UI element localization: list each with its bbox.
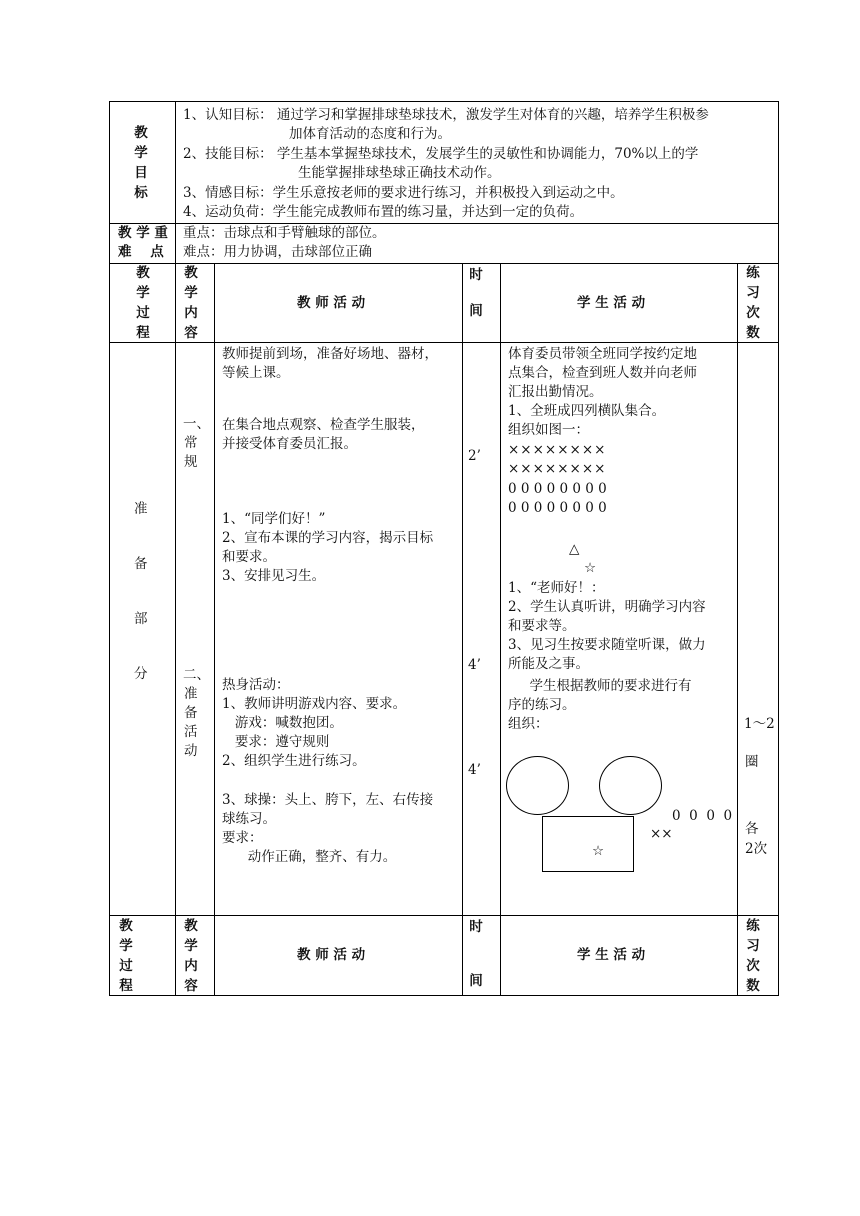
- keypoints-focus: 重点：击球点和手臂触球的部位。: [183, 225, 386, 241]
- header-content-char: 容: [184, 978, 198, 994]
- rectangle-area: [542, 816, 634, 872]
- objective-skill: 2、技能目标： 学生基本掌握垫球技术，发展学生的灵敏性和协调能力，70%以上的学: [183, 146, 699, 162]
- header-student-activity: 学 生 活 动: [577, 947, 646, 963]
- teacher-line: 1、“同学们好！”: [222, 511, 326, 527]
- header-content-char: 教: [184, 265, 198, 281]
- objective-skill-cont: 生能掌握排球垫球正确技术动作。: [298, 165, 501, 181]
- teacher-line: 要求：遵守规则: [222, 734, 330, 750]
- student-line: 所能及之事。: [508, 656, 589, 672]
- warmup-label-part: 动: [184, 743, 198, 759]
- teacher-line: 3、球操：头上、胯下，左、右传接: [222, 792, 434, 808]
- count-unit: 圈: [745, 754, 759, 770]
- warmup-label-part: 二、: [183, 667, 210, 683]
- teacher-line: 热身活动：: [222, 677, 290, 693]
- header-student-activity: 学 生 活 动: [577, 295, 646, 311]
- student-line: 汇报出勤情况。: [508, 384, 603, 400]
- header-time-char: 时: [469, 267, 483, 283]
- routine-label-part: 一、: [183, 416, 210, 432]
- header-teacher-activity: 教 师 活 动: [297, 947, 366, 963]
- objectives-label-char: 教: [134, 125, 148, 141]
- teacher-line: 等候上课。: [222, 365, 290, 381]
- header-time-char: 间: [469, 973, 483, 989]
- header-content-char: 学: [184, 938, 198, 954]
- header-process-char: 程: [136, 325, 150, 341]
- header-process-char: 教: [136, 265, 150, 281]
- student-line: 点集合，检查到班人数并向老师: [508, 365, 697, 381]
- header-content-char: 内: [184, 305, 198, 321]
- header-process-char: 学: [119, 938, 133, 954]
- student-line: 3、见习生按要求随堂听课，做力: [508, 637, 706, 653]
- teacher-line: 并接受体育委员汇报。: [222, 436, 357, 452]
- student-line: 序的练习。: [508, 697, 576, 713]
- header-time-char: 时: [469, 919, 483, 935]
- time-routine: 2’: [468, 448, 481, 464]
- header-count-char: 练: [746, 265, 760, 281]
- header-count-char: 次: [746, 305, 760, 321]
- routine-label-part: 常: [184, 435, 198, 451]
- triangle-icon: △: [569, 541, 580, 557]
- diagram-zeros: 0 0 0 0: [672, 808, 733, 824]
- header-count-char: 数: [746, 978, 760, 994]
- student-line: 2、学生认真听讲，明确学习内容: [508, 599, 706, 615]
- keypoints-label-line2: 难 点: [118, 244, 164, 260]
- formation-row-o: 0 0 0 0 0 0 0 0: [508, 481, 607, 497]
- count-times: 2次: [745, 841, 768, 857]
- header-count-char: 次: [746, 958, 760, 974]
- teacher-line: 1、教师讲明游戏内容、要求。: [222, 696, 407, 712]
- objectives-label-char: 标: [134, 185, 148, 201]
- teacher-line: 2、宣布本课的学习内容，揭示目标: [222, 530, 434, 546]
- header-count-char: 习: [746, 285, 760, 301]
- student-line: 1、“老师好！：: [508, 580, 605, 596]
- student-line: 体育委员带领全班同学按约定地: [508, 346, 697, 362]
- teacher-line: 要求：: [222, 830, 263, 846]
- warmup-label-part: 准: [184, 686, 198, 702]
- prep-section-char: 准: [134, 501, 148, 517]
- header-process-char: 学: [136, 285, 150, 301]
- header-time-char: 间: [469, 303, 483, 319]
- formation-row-x: ××××××××: [508, 442, 607, 458]
- objectives-label-char: 目: [134, 165, 148, 181]
- objectives-label-char: 学: [134, 145, 148, 161]
- objective-cognitive-cont: 加体育活动的态度和行为。: [289, 126, 451, 142]
- header-count-char: 练: [746, 918, 760, 934]
- student-line: 1、全班成四列横队集合。: [508, 403, 666, 419]
- objective-cognitive: 1、认知目标： 通过学习和掌握排球垫球技术，激发学生对体育的兴趣，培养学生积极参: [183, 107, 709, 123]
- warmup-label-part: 活: [184, 724, 198, 740]
- routine-label-part: 规: [184, 454, 198, 470]
- objective-emotion: 3、情感目标：学生乐意按老师的要求进行练习，并积极投入到运动之中。: [183, 185, 624, 201]
- teacher-line: 球练习。: [222, 811, 276, 827]
- formation-row-x: ××××××××: [508, 461, 607, 477]
- student-line: 和要求等。: [508, 618, 576, 634]
- formation-row-o: 0 0 0 0 0 0 0 0: [508, 500, 607, 516]
- teacher-line: 在集合地点观察、检查学生服装，: [222, 417, 425, 433]
- circle-left: [506, 756, 569, 815]
- header-process-char: 过: [136, 305, 150, 321]
- keypoints-label-line1: 教 学 重: [118, 225, 168, 241]
- header-content-char: 内: [184, 958, 198, 974]
- prep-section-char: 分: [134, 666, 148, 682]
- keypoints-difficulty: 难点：用力协调，击球部位正确: [183, 244, 372, 260]
- time-warmup: 4’: [468, 657, 481, 673]
- diagram-crosses: ××: [650, 826, 673, 842]
- objective-load: 4、运动负荷：学生能完成教师布置的练习量，并达到一定的负荷。: [183, 204, 584, 220]
- header-process-char: 程: [119, 978, 133, 994]
- teacher-line: 教师提前到场，准备好场地、器材，: [222, 346, 438, 362]
- student-line: 组织：: [508, 716, 549, 732]
- header-process-char: 过: [119, 958, 133, 974]
- teacher-line: 2、组织学生进行练习。: [222, 753, 366, 769]
- prep-section-char: 备: [134, 556, 148, 572]
- student-line: 组织如图一：: [508, 422, 589, 438]
- count-rounds: 1～2: [744, 716, 775, 732]
- header-count-char: 数: [746, 325, 760, 341]
- header-content-char: 容: [184, 325, 198, 341]
- header-content-char: 教: [184, 918, 198, 934]
- diagram-star-icon: ☆: [592, 843, 605, 859]
- prep-section-char: 部: [134, 611, 148, 627]
- count-each: 各: [745, 821, 759, 837]
- warmup-label-part: 备: [184, 705, 198, 721]
- header-content-char: 学: [184, 285, 198, 301]
- header-count-char: 习: [746, 938, 760, 954]
- teacher-line: 3、安排见习生。: [222, 568, 326, 584]
- circle-right: [599, 756, 662, 815]
- time-ballwork: 4’: [468, 762, 481, 778]
- header-process-char: 教: [119, 918, 133, 934]
- header-teacher-activity: 教 师 活 动: [297, 295, 366, 311]
- teacher-line: 和要求。: [222, 549, 276, 565]
- teacher-line: 动作正确，整齐、有力。: [222, 849, 397, 865]
- teacher-line: 游戏：喊数抱团。: [222, 715, 343, 731]
- star-icon: ☆: [584, 560, 597, 576]
- student-line: 学生根据教师的要求进行有: [508, 678, 692, 694]
